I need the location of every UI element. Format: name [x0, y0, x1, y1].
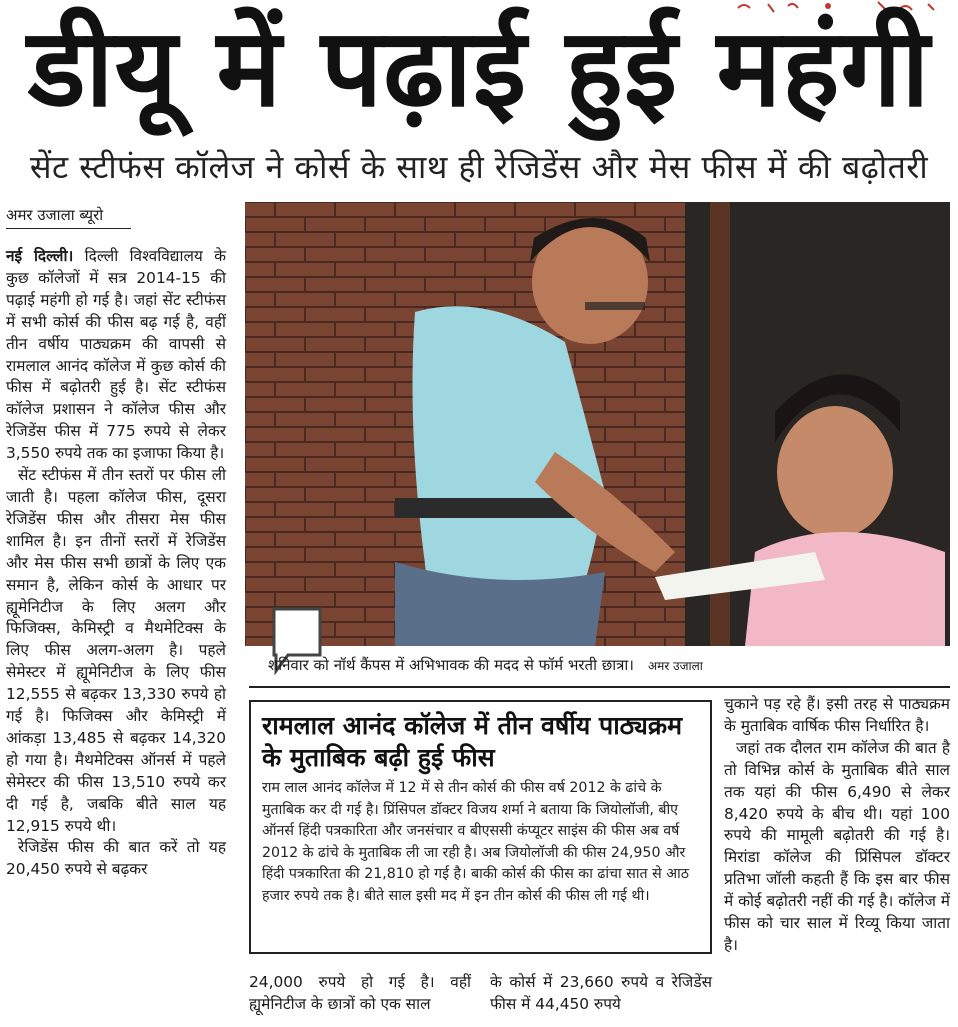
subheadline: सेंट स्टीफंस कॉलेज ने कोर्स के साथ ही रेजिडेंस और मेस फीस में की बढ़ोतरी	[29, 148, 929, 186]
bottom-column-b: के कोर्स में 23,660 रुपये व रेजिडेंस फीस में 44,450 रुपये	[490, 973, 712, 1013]
left-paragraph-1: नई दिल्ली। दिल्ली विश्वविद्यालय के कुछ कॉलेजों में सत्र 2014-15 की पढ़ाई महंगी हो गई है। जहां सेंट स्टीफंस में सभी कोर्स की फीस बढ़ गई है, वहीं तीन वर्षीय पाठ्यक्रम की वापसी से रामलाल आनंद कॉलेज में कुछ कोर्स की फीस में बढ़ोतरी हुई है। सेंट स्टीफंस कॉलेज प्रशासन ने कॉलेज फीस और रेजिडेंस फीस में 775 रुपये से लेकर 3,550 रुपये तक का इजाफा किया है।	[6, 247, 226, 463]
left-paragraph-2: सेंट स्टीफंस में तीन स्तरों पर फीस ली जाती है। पहला कॉलेज फीस, दूसरा रेजिडेंस फीस और तीसरा मेस फीस शामिल है। इन तीनों स्तरों में रेजिडेंस और मेस फीस सभी छात्रों के लिए एक समान है, लेकिन कोर्स के आधार पर ह्यूमेनिटीज के लिए अलग और फिजिक्स, केमिस्ट्री व मैथमेटिक्स के लिए फीस अलग-अलग है। पहले सेमेस्टर में ह्यूमेनिटीज के लिए फीस 12,555 से बढ़कर 13,330 रुपये हो गई है। फिजिक्स और केमिस्ट्री में आंकड़ा 13,485 से बढ़कर 14,320 हो गया है। मैथमेटिक्स ऑनर्स में पहले सेमेस्टर की फीस 13,510 रुपये कर दी गई है, जबकि बीते साल यह 12,915 रुपये थी।	[6, 466, 226, 835]
photo-illustration	[245, 202, 950, 646]
photo-caption: शनिवार को नॉर्थ कैंपस में अभिभावक की मदद से फॉर्म भरती छात्रा। अमर उजाला	[268, 656, 703, 674]
sidebar-box-title: रामलाल आनंद कॉलेज में तीन वर्षीय पाठ्यक्रम के मुताबिक बढ़ी हुई फीस	[262, 711, 683, 772]
right-paragraph-1: चुकाने पड़ रहे हैं। इसी तरह से पाठ्यक्रम के मुताबिक वार्षिक फीस निर्धारित है।	[724, 695, 950, 735]
dateline: नई दिल्ली।	[6, 247, 74, 265]
left-paragraph-3: रेजिडेंस फीस की बात करें तो यह 20,450 रुपये से बढ़कर	[6, 838, 226, 879]
photo-credit: अमर उजाला	[647, 659, 703, 673]
bottom-column-a: 24,000 रुपये हो गई है। वहीं ह्यूमेनिटीज के छात्रों को एक साल	[249, 973, 471, 1013]
right-paragraph-2: जहां तक दौलत राम कॉलेज की बात है तो विभिन्न कोर्स के मुताबिक बीते साल तक यहां की फीस 6,490 से लेकर 8,420 रुपये के बीच थी। यहां 100 रुपये की मामूली बढ़ोतरी की गई है। मिरांडा कॉलेज की प्रिंसिपल डॉक्टर प्रतिभा जॉली कहती हैं कि इस बार फीस में कोई बढ़ोतरी नहीं की गई है। कॉलेज में फीस को चार साल में रिव्यू किया जाता है।	[724, 738, 950, 954]
headline: डीयू में पढ़ाई हुई महंगी	[27, 6, 931, 131]
left-column	[6, 246, 226, 881]
news-photo	[245, 202, 950, 646]
right-column	[724, 694, 950, 957]
section-divider	[249, 686, 950, 688]
sidebar-box-body: राम लाल आनंद कॉलेज में 12 में से तीन कोर्स की फीस वर्ष 2012 के ढांचे के मुताबिक कर दी गई है। प्रिंसिपल डॉक्टर विजय शर्मा ने बताया कि जियोलॉजी, बीए ऑनर्स हिंदी पत्रकारिता और जनसंचार व बीएससी कंप्यूटर साइंस की फीस अब वर्ष 2012 के ढांचे के मुताबिक ली जा रही है। अब जियोलॉजी की फीस 24,950 और हिंदी पत्रकारिता की 21,810 हो गई है। बाकी कोर्स की फीस का ढांचा सात से आठ हजार रुपये तक है। बीते साल इसी मद में इन तीन कोर्स की फीस ली गई थी।	[262, 780, 689, 904]
byline: अमर उजाला ब्यूरो	[6, 205, 131, 229]
